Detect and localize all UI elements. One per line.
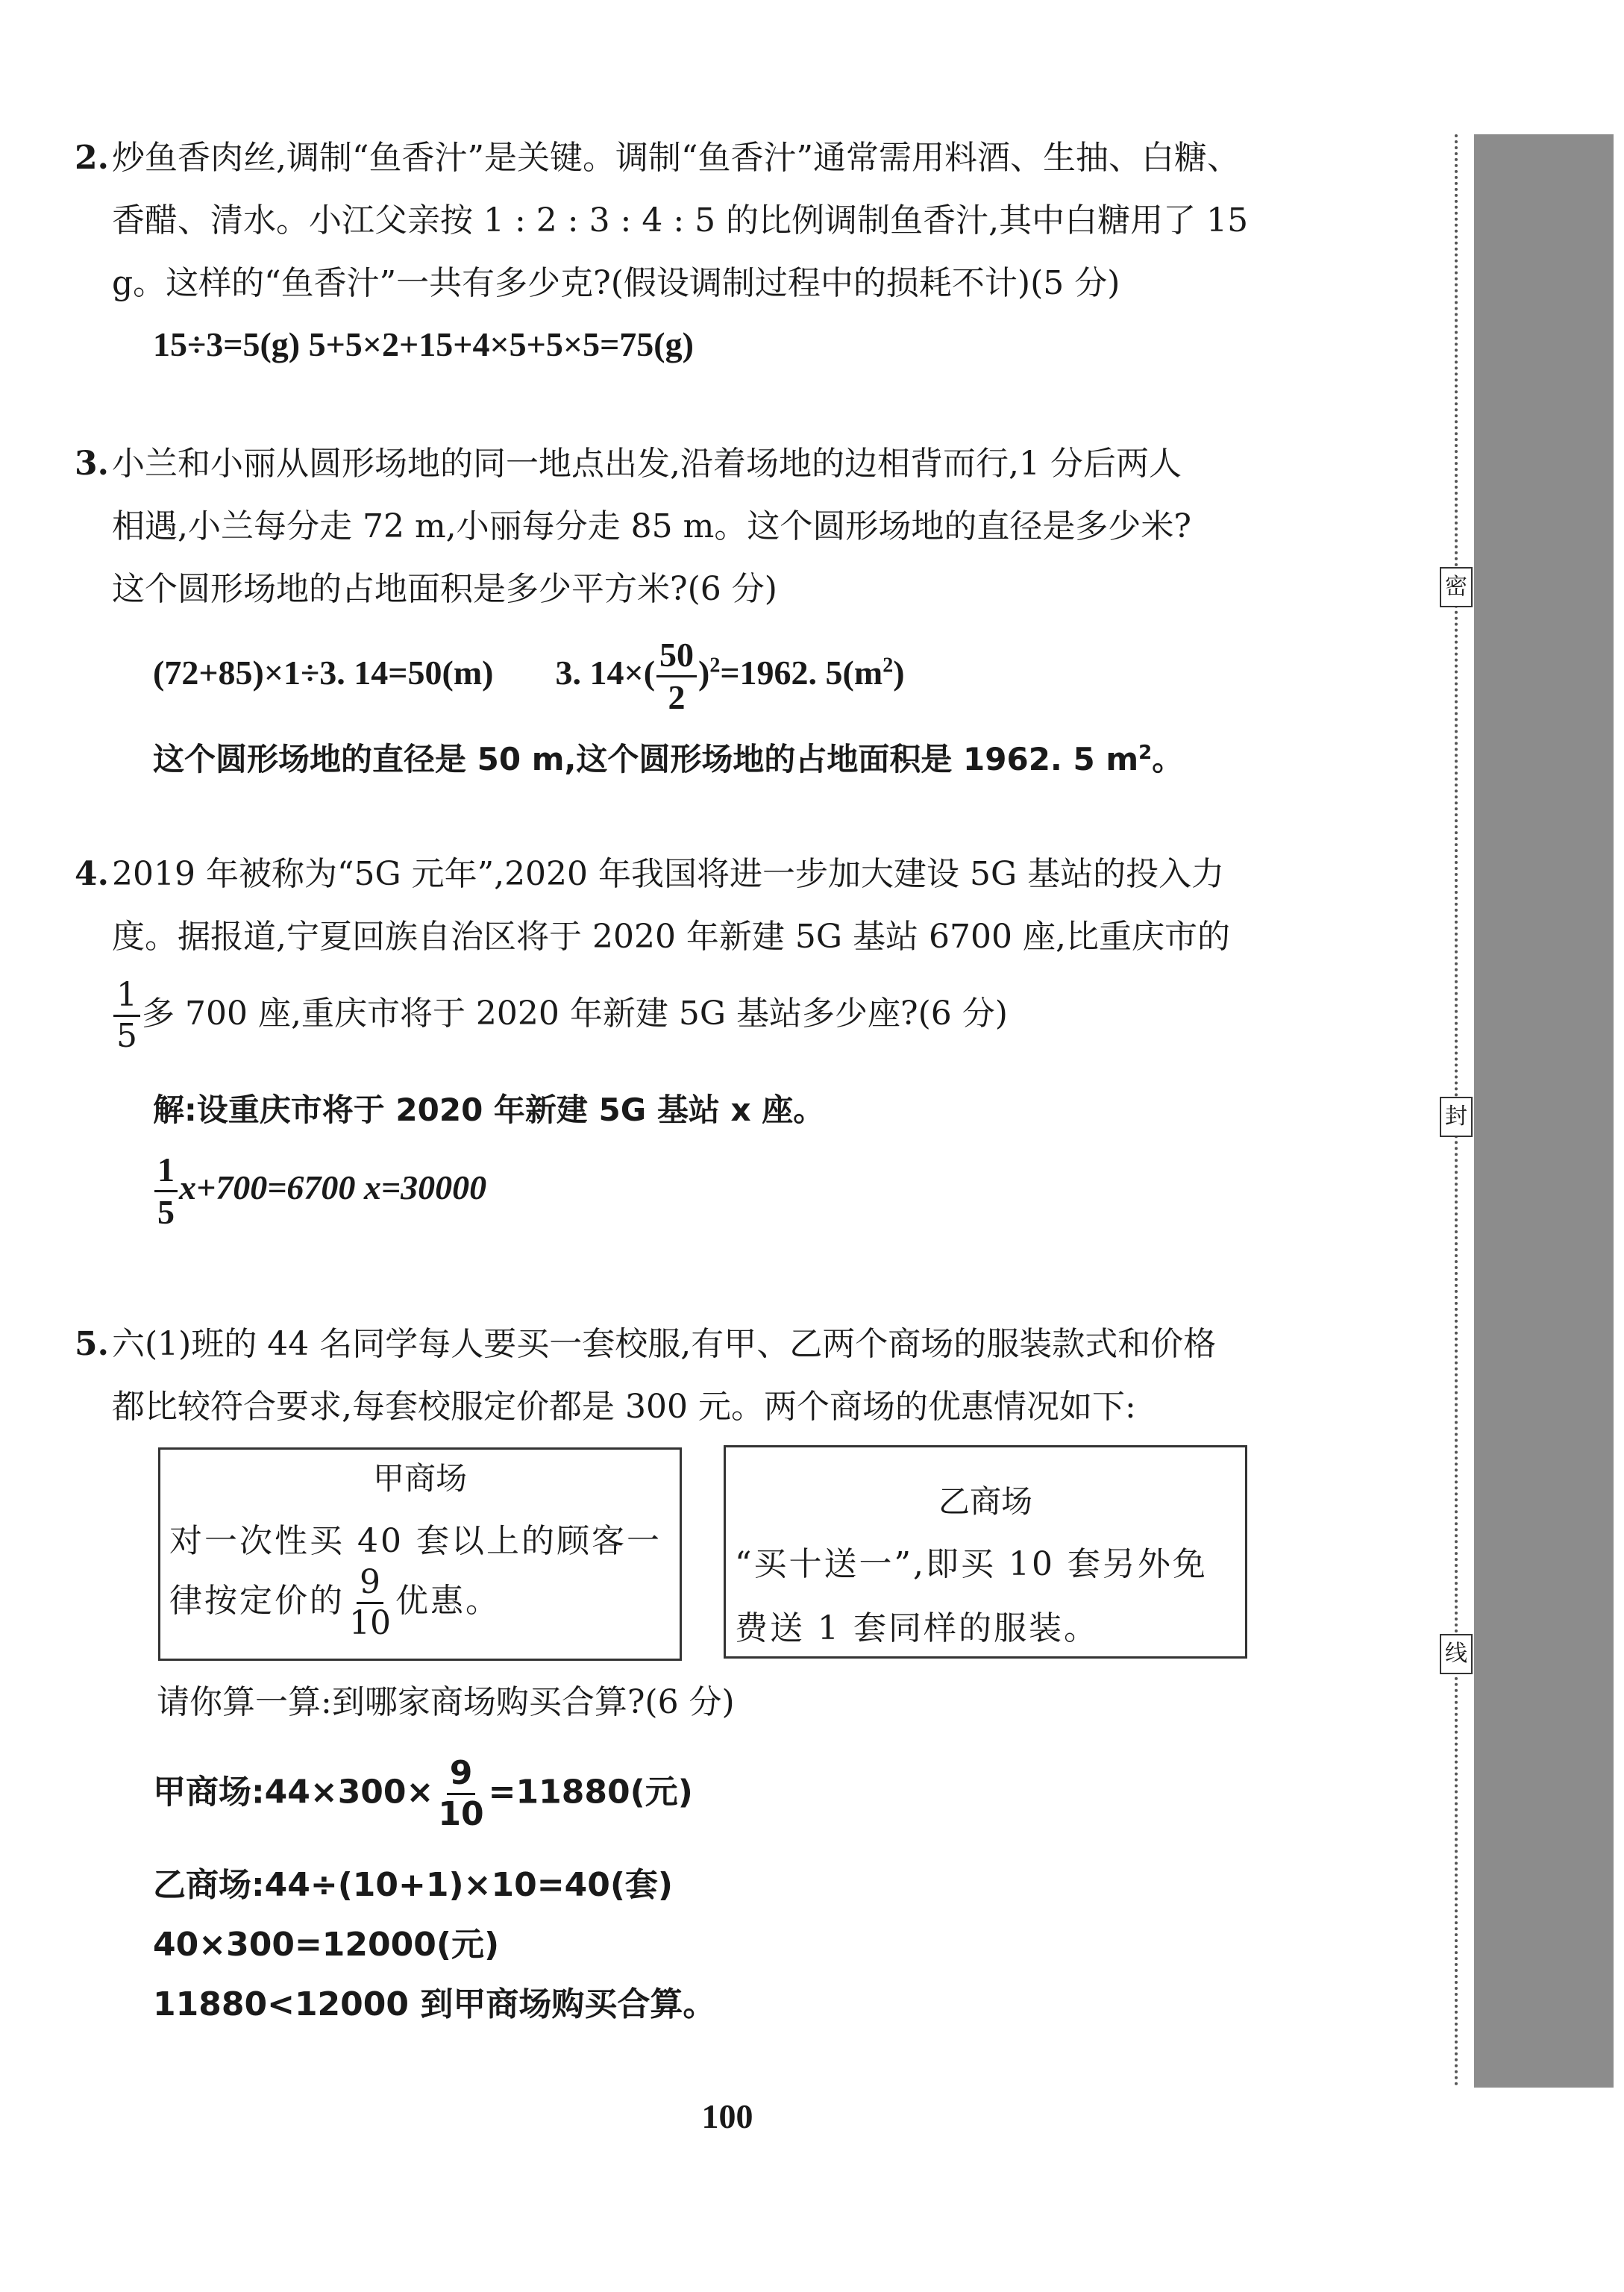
seal-mark: 封 [1440,1097,1473,1137]
fraction-numerator: 1 [113,979,140,1017]
question-text: 香醋、清水。小江父亲按 1 : 2 : 3 : 4 : 5 的比例调制鱼香汁,其中白糖用了 15 [112,201,1249,239]
fraction [154,1150,178,1231]
question-text-part: 多 700 座,重庆市将于 2020 年新建 5G 基站多少座?(6 分) [142,995,1008,1033]
question-3 [75,433,1395,621]
fraction [346,1563,394,1642]
answer-part: 甲商场:44×300× [153,1773,434,1812]
fraction [656,638,697,715]
answer-setup: 解:设重庆市将于 2020 年新建 5G 基站 x 座。 [153,1092,825,1128]
answer-jia [153,1754,693,1833]
box-text-part: 律按定价的 [169,1582,345,1620]
seal-mark: 线 [1440,1634,1473,1674]
fraction-numerator: 1 [154,1153,178,1192]
conclusion-text: 。 [1152,741,1184,777]
question-text: 相遇,小兰每分走 72 m,小丽每分走 85 m。这个圆形场地的直径是多少米? [112,507,1191,545]
answer-part: =1962. 5(m [720,654,883,692]
fraction-numerator: 9 [357,1566,383,1604]
box-title: 甲商场 [372,1460,467,1497]
question-text: 六(1)班的 44 名同学每人要买一套校服,有甲、乙两个商场的服装款式和价格 [112,1325,1217,1363]
fraction-denominator: 5 [157,1193,175,1231]
question-number: 2. [75,139,109,177]
binding-margin [1474,134,1614,2088]
answer-conclusion [153,735,1183,780]
exponent: 2 [1138,742,1153,764]
answer-part: ) [893,654,905,692]
conclusion-text: 这个圆形场地的直径是 50 m,这个圆形场地的占地面积是 1962. 5 m [153,741,1139,777]
question-text [112,976,1395,1055]
offer-box-jia [158,1447,682,1661]
question-prompt: 请你算一算:到哪家商场购买合算?(6 分) [157,1683,735,1721]
answer-part: =11880(元) [488,1773,693,1812]
box-text: 费送 1 套同样的服装。 [735,1609,1099,1647]
box-text [160,1563,680,1642]
answer-calculation [153,638,905,715]
question-text: 这个圆形场地的占地面积是多少平方米?(6 分) [112,570,777,608]
question-text: 度。据报道,宁夏回族自治区将于 2020 年新建 5G 基站 6700 座,比重庆市的 [112,918,1230,956]
question-5 [75,1313,1395,1438]
box-title: 乙商场 [938,1483,1032,1520]
question-number: 3. [75,445,109,483]
question-number: 4. [75,855,109,893]
question-text: 小兰和小丽从圆形场地的同一地点出发,沿着场地的边相背而行,1 分后两人 [112,445,1182,483]
fraction-numerator: 9 [447,1757,476,1795]
answer-yi-total: 40×300=12000(元) [153,1926,500,1964]
box-text-part: 优惠。 [395,1582,501,1620]
question-text: 炒鱼香肉丝,调制“鱼香汁”是关键。调制“鱼香汁”通常需用料酒、生抽、白糖、 [112,139,1240,177]
exponent: 2 [882,654,894,677]
page-number: 100 [701,2097,753,2135]
answer-part: (72+85)×1÷3. 14=50(m) [153,654,494,692]
fraction [435,1754,486,1833]
question-number: 5. [75,1325,109,1363]
question-text: 都比较符合要求,每套校服定价都是 300 元。两个商场的优惠情况如下: [112,1388,1136,1426]
question-2 [75,127,1395,315]
question-4 [75,843,1395,1055]
fraction-denominator: 5 [116,1017,137,1055]
answer-equation [153,1150,487,1231]
equation-text: x+700=6700 x=30000 [179,1168,487,1207]
seal-mark: 密 [1440,567,1473,607]
fraction-denominator: 2 [668,678,686,716]
exponent: 2 [709,654,721,677]
fraction-denominator: 10 [438,1795,484,1833]
box-text: “买十送一”,即买 10 套另外免 [735,1545,1208,1583]
fraction-numerator: 50 [656,638,697,677]
answer-conclusion: 11880<12000 到甲商场购买合算。 [153,1985,716,2023]
question-text: 2019 年被称为“5G 元年”,2020 年我国将进一步加大建设 5G 基站的投入力 [112,855,1225,893]
question-text: g。这样的“鱼香汁”一共有多少克?(假设调制过程中的损耗不计)(5 分) [112,264,1120,302]
answer-part: 3. 14×( [555,654,656,692]
offer-box-yi [724,1445,1247,1659]
fraction [113,976,140,1055]
answer-part: ) [698,654,710,692]
answer: 15÷3=5(g) 5+5×2+15+4×5+5×5=75(g) [153,325,694,363]
fraction-denominator: 10 [349,1604,391,1642]
box-text: 对一次性买 40 套以上的顾客一 [169,1522,662,1560]
answer-yi: 乙商场:44÷(10+1)×10=40(套) [153,1866,674,1904]
